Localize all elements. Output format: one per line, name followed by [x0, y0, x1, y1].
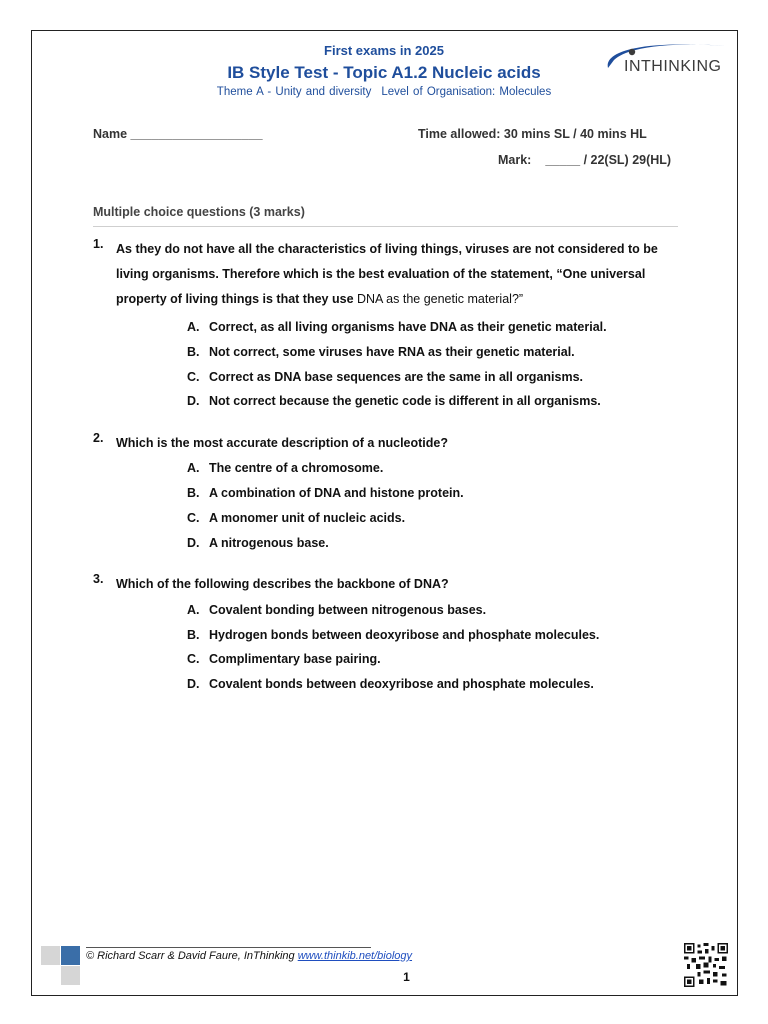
option-text: The centre of a chromosome. — [209, 461, 384, 475]
option-text: Correct as DNA base sequences are the same in all organisms. — [209, 370, 583, 384]
question-number: 2. — [93, 431, 104, 445]
option-text: A combination of DNA and histone protein. — [209, 486, 464, 500]
name-field: Name ___________________ — [93, 127, 263, 141]
option-text: Hydrogen bonds between deoxyribose and phosphate molecules. — [209, 628, 600, 642]
option-text: Covalent bonds between deoxyribose and phosphate molecules. — [209, 677, 594, 691]
mark-value: _____ / 22(SL) 29(HL) — [545, 153, 672, 167]
section-divider — [93, 226, 678, 227]
option-letter: A. — [187, 461, 200, 475]
question-number: 1. — [93, 237, 104, 251]
subtitle — [0, 86, 768, 98]
option-text: Covalent bonding between nitrogenous bases. — [209, 603, 487, 617]
mark-line — [498, 153, 671, 167]
option-letter: B. — [187, 628, 200, 642]
question-text: Which of the following describes the backbone of DNA? — [116, 577, 449, 591]
qr-code-icon — [684, 943, 728, 987]
option-letter: C. — [187, 511, 200, 525]
option-text: Correct, as all living organisms have DNA as their genetic material. — [209, 320, 607, 334]
option-letter: B. — [187, 345, 200, 359]
option-letter: C. — [187, 652, 200, 666]
option-text: Complimentary base pairing. — [209, 652, 381, 666]
thinkib-link[interactable]: www.thinkib.net/biology — [297, 950, 413, 962]
footer-copyright — [86, 950, 412, 962]
level-label: Level of Organisation: Molecules — [381, 86, 552, 98]
question-number: 3. — [93, 572, 104, 586]
option-letter: D. — [187, 536, 200, 550]
option-text: Not correct, some viruses have RNA as their genetic material. — [209, 345, 575, 359]
option-text: A nitrogenous base. — [209, 536, 329, 550]
option-letter: C. — [187, 370, 200, 384]
logo-text: INTHINKING — [624, 58, 722, 75]
option-text: A monomer unit of nucleic acids. — [209, 511, 406, 525]
page-number: 1 — [403, 970, 410, 984]
option-text: Not correct because the genetic code is different in all organisms. — [209, 394, 601, 408]
footer-divider — [86, 947, 371, 948]
section-title: Multiple choice questions (3 marks) — [93, 205, 305, 219]
theme-label: Theme A - Unity and diversity — [216, 86, 372, 98]
question-text: Which is the most accurate description of a nucleotide? — [116, 436, 449, 450]
page-title: IB Style Test - Topic A1.2 Nucleic acids — [227, 63, 541, 82]
option-letter: A. — [187, 320, 200, 334]
option-letter: B. — [187, 486, 200, 500]
option-letter: D. — [187, 394, 200, 408]
question-text-bold: As they do not have all the characteristics of living things, viruses are not considered to be living organisms. Therefore which is the best evaluation of the statement, “One universal property of living things is that they use — [116, 242, 658, 306]
time-allowed: Time allowed: 30 mins SL / 40 mins HL — [418, 127, 647, 141]
option-letter: A. — [187, 603, 200, 617]
question-text — [116, 237, 676, 312]
mark-label: Mark: — [498, 153, 532, 167]
question-text-plain: DNA as the genetic material?” — [353, 292, 524, 306]
first-exams-label: First exams in 2025 — [324, 43, 444, 58]
copyright-text: © Richard Scarr & David Faure, InThinking — [86, 950, 298, 962]
option-letter: D. — [187, 677, 200, 691]
